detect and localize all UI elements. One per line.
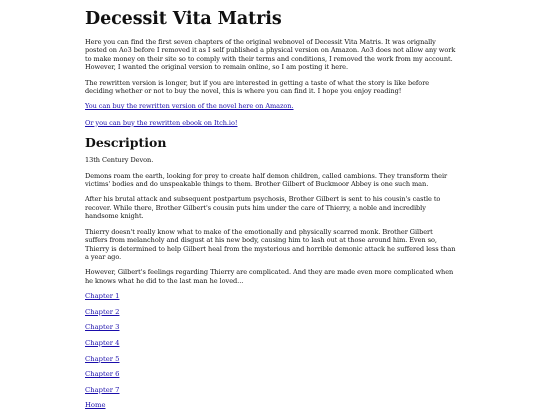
home-link[interactable]: Home <box>85 401 106 410</box>
chapter-list <box>85 292 457 410</box>
chapter-3-link[interactable]: Chapter 3 <box>85 323 120 332</box>
description-heading: Description <box>85 135 167 151</box>
amazon-link-paragraph <box>85 102 457 110</box>
chapter-1-link[interactable]: Chapter 1 <box>85 292 120 301</box>
description-paragraph-1: 13th Century Devon. <box>85 156 154 165</box>
itchio-link-paragraph <box>85 119 457 127</box>
description-paragraph-3: After his brutal attack and subsequent postpartum psychosis, Brother Gilbert is sent to his cousin's castle to recover. While there, Brother Gilbert's cousin puts him under the care of Thierry, a noble and incredibly handsome knight. <box>85 195 441 221</box>
itchio-buy-link[interactable]: Or you can buy the rewritten ebook on Itch.io! <box>85 118 238 127</box>
amazon-buy-link[interactable]: You can buy the rewritten version of the novel here on Amazon. <box>85 102 294 111</box>
chapter-2-link[interactable]: Chapter 2 <box>85 307 120 316</box>
page-content <box>85 8 457 417</box>
intro-paragraph-1: Here you can find the first seven chapters of the original webnovel of Decessit Vita Matris. It was orignally posted on Ao3 before I removed it as I self published a physical version on Amazon. Ao3 does not allow any work to make money on their site so to comply with their terms and conditions, I removed the work from my account. However, I wanted the original version to remain online, so I am posting it here. <box>85 38 456 72</box>
page-title: Decessit Vita Matris <box>85 9 282 29</box>
description-paragraph-4: Thierry doesn't really know what to make of the emotionally and physically scarred monk. Brother Gilbert suffers from melancholy and disgust at his new body, causing him to lash out at those around him. Even so, Thierry is determined to help Gilbert heal from the mysterious and horrible demonic attack he suffered less than a year ago. <box>85 227 456 261</box>
chapter-4-link[interactable]: Chapter 4 <box>85 338 120 347</box>
chapter-7-link[interactable]: Chapter 7 <box>85 385 120 394</box>
chapter-6-link[interactable]: Chapter 6 <box>85 370 120 379</box>
description-paragraph-2: Demons roam the earth, looking for prey to create half demon children, called cambions. They transform their victims' bodies and do unspeakable things to them. Brother Gilbert of Buckmoor Abbey is one such man. <box>85 171 448 189</box>
description-paragraph-5: However, Gilbert's feelings regarding Thierry are complicated. And they are made even more complicated when he knows what he did to the last man he loved... <box>85 268 454 285</box>
intro-paragraph-2: The rewritten version is longer, but if you are interested in getting a taste of what the story is like before deciding whether or not to buy the novel, this is where you can find it. I hope you enjoy reading! <box>85 78 430 96</box>
chapter-5-link[interactable]: Chapter 5 <box>85 354 120 363</box>
